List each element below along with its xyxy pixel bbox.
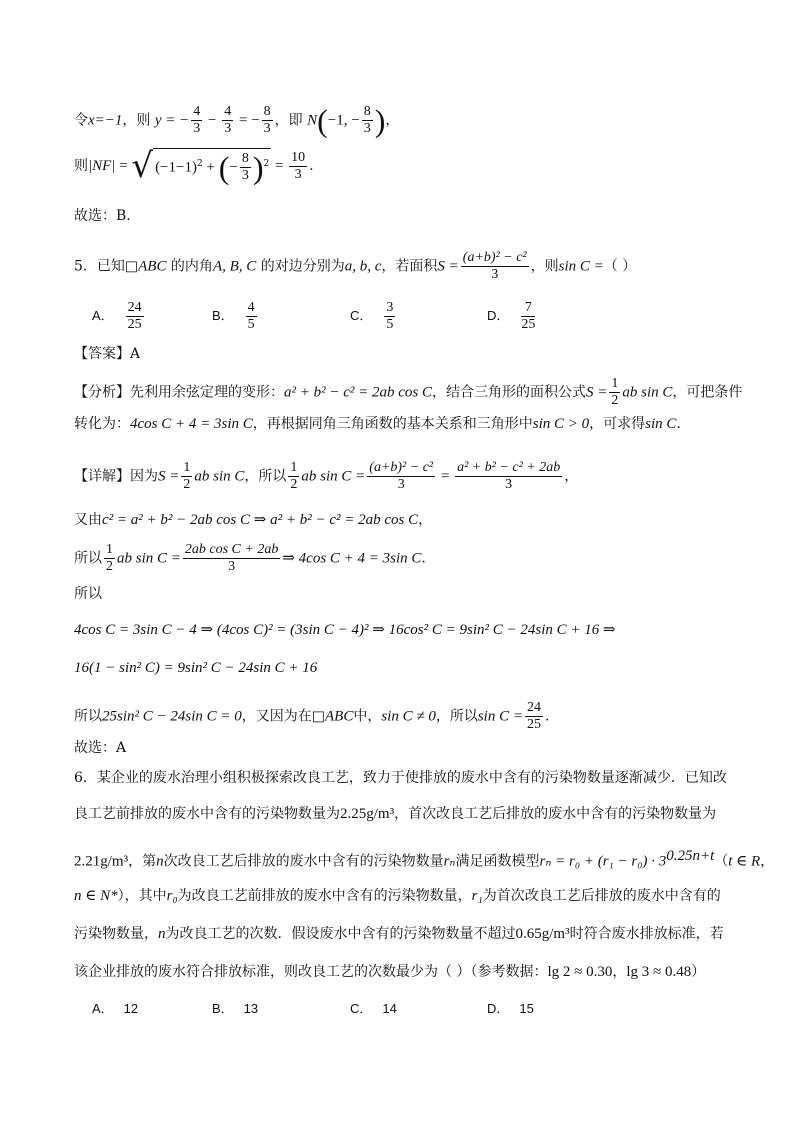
q5-detail-3: 所以 $\frac{1}{2}$ ab sin C = $\frac{\text{2ab cos C + 2ab}}{3}$ ⇒ 4cos C + 4 = 3sin C. (74, 542, 426, 574)
q5-detail-7: 所以25sin² C − 24sin C = 0，又因为在□ABC中，sin C ≠ 0，所以sin C = $\frac{24}{25}$ . (74, 700, 550, 732)
q5-option-b[interactable]: B． $\frac{4}{5}$ (212, 300, 255, 332)
prev-line-1: 令x=−1，则 y = − $\frac{4}{3}$ − $\frac{4}{3}$ = − $\frac{8}{3}$ ，即 N(−1, − $\frac{8}{3}$ )， (74, 102, 400, 139)
q5-stem: 5．已知□ABC 的内角A, B, C 的对边分别为a, b, c，若面积S = $\frac{\text{(a+b)² − c²}}{3}$ ，则sin C =（ ） (74, 250, 637, 282)
q6-line-2: 良工艺前排放的废水中含有的污染物数量为2.25g/m³，首次改良工艺后排放的废水中含有的污染物数量为 (74, 806, 717, 822)
q5-final: 故选：A (74, 740, 127, 756)
q6-option-b[interactable]: B． 13 (212, 1001, 259, 1016)
fraction: $\frac{8}{3}$ (263, 104, 271, 136)
q6-line-5: 污染物数量，n为改良工艺的次数．假设废水中含有的污染物数量不超过0.65g/m³时符合废水排放标准，若 (74, 926, 724, 942)
fraction: $\frac{1}{2}$ (290, 460, 298, 492)
prev-line-2: 则|NF| = √ $(-1-1)^2$ + (− $\frac{8}{3}$ )$^2$ = $\frac{10}{3}$ . (74, 146, 314, 186)
q5-option-d[interactable]: D． $\frac{7}{25}$ (487, 300, 536, 332)
q5-detail-6: 16(1 − sin² C) = 9sin² C − 24sin C + 16 (74, 660, 318, 676)
fraction: $\frac{\text{(a+b)² − c²}}{3}$ (462, 250, 527, 282)
q5-answer: 【答案】A (74, 346, 141, 362)
q6-line-6: 该企业排放的废水符合排放标准，则改良工艺的次数最少为（ ）（参考数据：lg 2 ≈ 0.30，lg 3 ≈ 0.48） (74, 964, 706, 980)
q5-detail-5: 4cos C = 3sin C − 4 ⇒ (4cos C)² = (3sin C − 4)² ⇒ 16cos² C = 9sin² C − 24sin C + 16 ⇒ (74, 622, 616, 638)
fraction: $\frac{4}{3}$ (224, 104, 232, 136)
fraction: $\frac{\text{a² + b² − c² + 2ab}}{3}$ (457, 460, 561, 492)
fraction: $\frac{24}{25}$ (526, 700, 541, 732)
prev-answer: 故选：B. (74, 208, 131, 224)
q5-analysis-2: 转化为：4cos C + 4 = 3sin C，再根据同角三角函数的基本关系和三角形中sin C > 0，可求得sin C. (74, 416, 681, 432)
fraction: $\frac{8}{3}$ (363, 104, 371, 136)
fraction: $\frac{\text{2ab cos C + 2ab}}{3}$ (184, 542, 279, 574)
sqrt: √ $(-1-1)^2$ + (− $\frac{8}{3}$ )$^2$ (131, 146, 270, 186)
q6-option-a[interactable]: A． 12 (92, 1001, 139, 1016)
q6-line-4: n ∈ N*），其中r₀为改良工艺前排放的废水中含有的污染物数量，r₁为首次改良工艺后排放的废水中含有的 (74, 888, 721, 904)
q6-option-d[interactable]: D． 15 (487, 1001, 534, 1016)
q5-detail-4: 所以 (74, 586, 102, 602)
fraction: $\frac{1}{2}$ (611, 376, 619, 408)
q5-detail-2: 又由c² = a² + b² − 2ab cos C ⇒ a² + b² − c² = 2ab cos C， (74, 512, 433, 528)
q5-option-a[interactable]: A． $\frac{24}{25}$ (92, 300, 142, 332)
fraction: $\frac{1}{2}$ (183, 460, 191, 492)
q6-line-3: 2.21g/m³，第n次改良工艺后排放的废水中含有的污染物数量rₙ满足函数模型$r_n = r_0 + (r_1 - r_0) \cdot 3^{0.25n+t}(t$ ∈ R， (74, 848, 775, 870)
q5-detail-1: 【详解】因为S = $\frac{1}{2}$ ab sin C，所以 $\frac{1}{2}$ ab sin C = $\frac{\text{(a+b)² − c²}}{3}$ = $\frac{\text{a² + b² − c² + 2ab}}{3}$ ， (74, 460, 579, 492)
q5-option-c[interactable]: C． $\frac{3}{5}$ (350, 300, 394, 332)
q6-line-1: 6．某企业的废水治理小组积极探索改良工艺，致力于使排放的废水中含有的污染物数量逐渐减少．已知改 (74, 770, 727, 786)
fraction: $\frac{1}{2}$ (106, 542, 113, 574)
fraction: $\frac{\text{(a+b)² − c²}}{3}$ (369, 460, 434, 492)
q5-analysis-1: 【分析】先利用余弦定理的变形：a² + b² − c² = 2ab cos C，结合三角形的面积公式S = $\frac{1}{2}$ ab sin C，可把条件 (74, 376, 743, 408)
fraction: $\frac{4}{3}$ (193, 104, 201, 136)
math-x: x=−1 (88, 112, 123, 129)
q6-option-c[interactable]: C． 14 (350, 1001, 397, 1016)
fraction: $\frac{10}{3}$ (291, 149, 306, 182)
